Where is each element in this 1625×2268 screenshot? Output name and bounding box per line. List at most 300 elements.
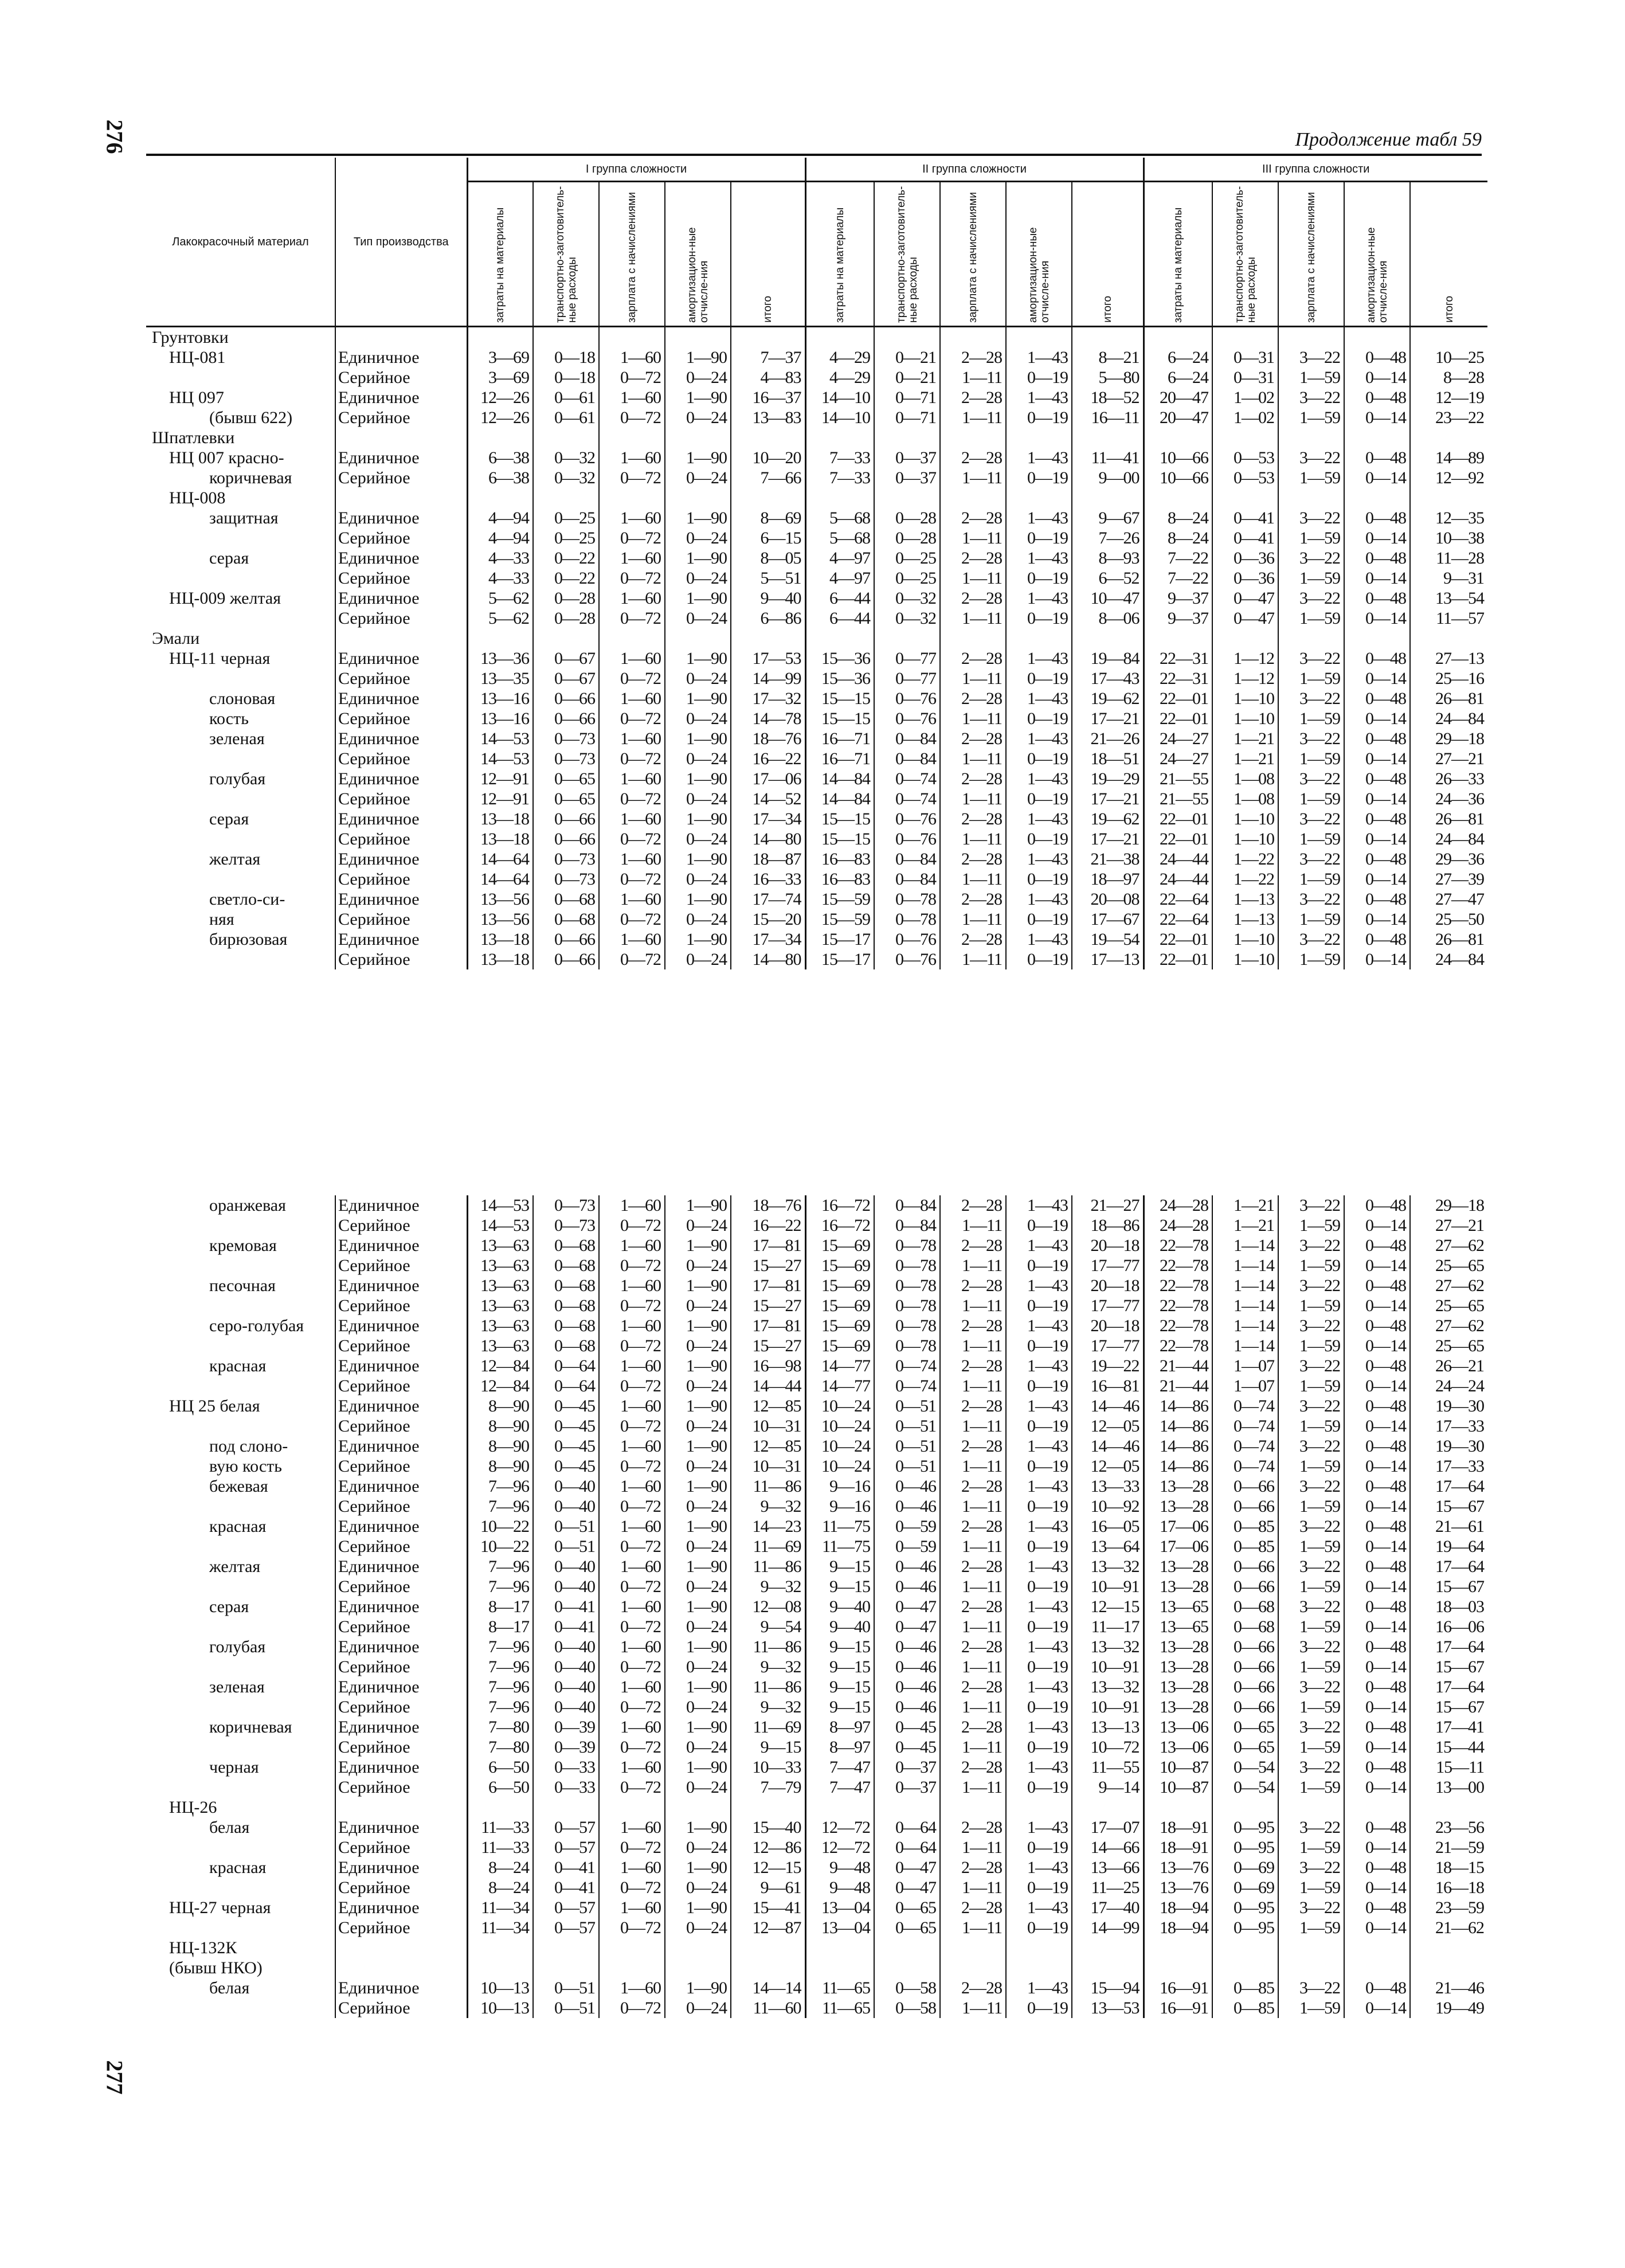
value-cell: 3—22 (1278, 1276, 1344, 1296)
value-cell: 1—59 (1278, 528, 1344, 548)
value-cell: 0—24 (665, 568, 731, 588)
value-cell: 1—90 (665, 1436, 731, 1456)
subheader-label: амортизацион-ные отчисле-ния (1365, 227, 1389, 323)
production-type-cell: Единичное (335, 1557, 467, 1577)
production-type-cell: Серийное (335, 949, 467, 969)
value-cell: 0—48 (1344, 1858, 1410, 1878)
value-cell: 1—59 (1278, 668, 1344, 689)
value-cell: 0—84 (874, 869, 940, 889)
value-cell (1410, 428, 1487, 448)
value-cell: 7—96 (467, 1496, 533, 1516)
value-cell: 1—59 (1278, 1998, 1344, 2018)
value-cell: 0—24 (665, 1617, 731, 1637)
value-cell: 1—14 (1212, 1276, 1278, 1296)
value-cell (731, 428, 805, 448)
value-cell (1212, 488, 1278, 508)
value-cell: 0—46 (874, 1697, 940, 1717)
production-type-cell (335, 1958, 467, 1978)
value-cell: 0—40 (533, 1637, 599, 1657)
value-cell: 11—25 (1072, 1878, 1144, 1898)
value-cell (467, 1938, 533, 1958)
value-cell: 1—11 (940, 1296, 1006, 1316)
table-row (146, 1617, 1487, 1637)
value-cell: 1—60 (599, 849, 665, 869)
value-cell: 1—60 (599, 889, 665, 909)
value-cell (1344, 1958, 1410, 1978)
value-cell: 9—48 (805, 1878, 874, 1898)
value-cell: 0—54 (1212, 1757, 1278, 1777)
subheader-g2-c1 (805, 182, 874, 327)
value-cell: 12—87 (731, 1918, 805, 1938)
value-cell: 10—72 (1072, 1737, 1144, 1757)
value-cell: 12—72 (805, 1837, 874, 1858)
value-cell: 0—14 (1344, 1837, 1410, 1858)
value-cell: 0—45 (533, 1396, 599, 1416)
table-row (146, 668, 1487, 689)
material-cell: зеленая (209, 729, 265, 748)
value-cell (1278, 1958, 1344, 1978)
value-cell: 5—51 (731, 568, 805, 588)
value-cell: 0—40 (533, 1496, 599, 1516)
material-cell: бежевая (209, 1477, 268, 1496)
table-row (146, 488, 1487, 508)
value-cell: 1—11 (940, 608, 1006, 628)
value-cell: 2—28 (940, 588, 1006, 608)
value-cell (1144, 1938, 1212, 1958)
value-cell: 10—47 (1072, 588, 1144, 608)
value-cell: 0—48 (1344, 648, 1410, 668)
value-cell: 9—15 (805, 1657, 874, 1677)
value-cell (599, 488, 665, 508)
value-cell: 1—90 (665, 1476, 731, 1496)
value-cell: 1—10 (1212, 929, 1278, 949)
production-type-cell: Серийное (335, 1777, 467, 1797)
value-cell (599, 1938, 665, 1958)
production-type-cell: Серийное (335, 1918, 467, 1938)
value-cell: 0—66 (533, 929, 599, 949)
table-row (146, 1276, 1487, 1296)
value-cell: 7—96 (467, 1657, 533, 1677)
value-cell: 0—48 (1344, 1516, 1410, 1536)
material-cell: НЦ-009 желтая (169, 589, 281, 608)
value-cell: 17—77 (1072, 1256, 1144, 1276)
value-cell: 13—28 (1144, 1496, 1212, 1516)
value-cell: 1—10 (1212, 949, 1278, 969)
value-cell: 3—69 (467, 367, 533, 388)
subheader-g3-c3 (1278, 182, 1344, 327)
value-cell: 0—45 (874, 1717, 940, 1737)
material-cell (146, 1496, 335, 1516)
value-cell: 26—33 (1410, 769, 1487, 789)
material-cell: (бывш 622) (209, 408, 293, 427)
value-cell: 0—14 (1344, 1256, 1410, 1276)
value-cell: 0—24 (665, 1878, 731, 1898)
value-cell (1278, 327, 1344, 348)
value-cell: 4—94 (467, 528, 533, 548)
subheader-g1-c4 (665, 182, 731, 327)
value-cell: 0—19 (1006, 367, 1072, 388)
value-cell: 1—60 (599, 1476, 665, 1496)
material-cell: коричневая (209, 1718, 292, 1737)
value-cell (1410, 327, 1487, 348)
value-cell (805, 428, 874, 448)
value-cell: 0—21 (874, 367, 940, 388)
value-cell: 4—33 (467, 568, 533, 588)
value-cell: 10—87 (1144, 1777, 1212, 1797)
production-type-cell: Единичное (335, 508, 467, 528)
value-cell: 0—19 (1006, 1376, 1072, 1396)
value-cell: 3—22 (1278, 508, 1344, 528)
material-cell (146, 1336, 335, 1356)
value-cell: 1—43 (1006, 1396, 1072, 1416)
value-cell: 0—74 (874, 789, 940, 809)
table-row (146, 1958, 1487, 1978)
value-cell: 10—31 (731, 1456, 805, 1476)
value-cell (533, 327, 599, 348)
value-cell: 12—08 (731, 1597, 805, 1617)
value-cell: 15—17 (805, 949, 874, 969)
value-cell (533, 428, 599, 448)
value-cell: 0—78 (874, 1296, 940, 1316)
material-cell: под слоно- (209, 1437, 288, 1456)
value-cell: 0—48 (1344, 588, 1410, 608)
value-cell: 0—66 (533, 809, 599, 829)
production-type-cell: Единичное (335, 769, 467, 789)
value-cell: 11—86 (731, 1637, 805, 1657)
production-type-cell: Единичное (335, 1316, 467, 1336)
value-cell: 3—22 (1278, 1356, 1344, 1376)
value-cell: 12—19 (1410, 388, 1487, 408)
value-cell (1278, 628, 1344, 648)
value-cell: 0—19 (1006, 1456, 1072, 1476)
value-cell: 13—83 (731, 408, 805, 428)
subheader-label: итого (1101, 296, 1114, 323)
value-cell: 0—37 (874, 468, 940, 488)
value-cell: 0—40 (533, 1476, 599, 1496)
value-cell: 2—28 (940, 508, 1006, 528)
table-row (146, 1536, 1487, 1557)
value-cell: 0—77 (874, 648, 940, 668)
value-cell: 13—18 (467, 949, 533, 969)
table-row (146, 1858, 1487, 1878)
value-cell: 0—14 (1344, 408, 1410, 428)
value-cell: 0—67 (533, 648, 599, 668)
value-cell: 13—18 (467, 829, 533, 849)
value-cell (805, 488, 874, 508)
value-cell: 9—32 (731, 1657, 805, 1677)
value-cell: 1—43 (1006, 1898, 1072, 1918)
table-row (146, 1396, 1487, 1416)
value-cell: 23—56 (1410, 1817, 1487, 1837)
value-cell: 2—28 (940, 729, 1006, 749)
value-cell: 0—48 (1344, 508, 1410, 528)
value-cell: 8—90 (467, 1456, 533, 1476)
value-cell: 8—93 (1072, 548, 1144, 568)
value-cell: 3—22 (1278, 1898, 1344, 1918)
value-cell: 9—32 (731, 1577, 805, 1597)
value-cell: 17—77 (1072, 1296, 1144, 1316)
value-cell: 0—53 (1212, 448, 1278, 468)
value-cell: 13—28 (1144, 1637, 1212, 1657)
material-cell: кремовая (209, 1236, 277, 1255)
value-cell: 22—31 (1144, 648, 1212, 668)
production-type-cell: Единичное (335, 729, 467, 749)
value-cell: 20—08 (1072, 889, 1144, 909)
value-cell: 14—53 (467, 1215, 533, 1235)
material-cell: Шпатлевки (152, 428, 235, 447)
value-cell: 1—43 (1006, 448, 1072, 468)
value-cell: 0—48 (1344, 448, 1410, 468)
value-cell: 1—90 (665, 347, 731, 367)
value-cell: 0—39 (533, 1737, 599, 1757)
value-cell: 15—40 (731, 1817, 805, 1837)
value-cell: 18—52 (1072, 388, 1144, 408)
value-cell (1006, 327, 1072, 348)
value-cell (533, 1958, 599, 1978)
value-cell: 2—28 (940, 448, 1006, 468)
value-cell (940, 428, 1006, 448)
value-cell (1072, 1938, 1144, 1958)
value-cell: 14—10 (805, 388, 874, 408)
value-cell: 0—57 (533, 1918, 599, 1938)
value-cell: 17—06 (1144, 1536, 1212, 1557)
table-row (146, 749, 1487, 769)
value-cell: 0—72 (599, 1657, 665, 1677)
table-row (146, 608, 1487, 628)
value-cell: 11—33 (467, 1817, 533, 1837)
value-cell: 0—48 (1344, 1757, 1410, 1777)
subheader-label: амортизацион-ные отчисле-ния (1027, 227, 1051, 323)
value-cell: 0—85 (1212, 1516, 1278, 1536)
value-cell: 6—24 (1144, 367, 1212, 388)
production-type-cell: Серийное (335, 1256, 467, 1276)
value-cell: 16—33 (731, 869, 805, 889)
material-cell: НЦ 007 красно- (169, 448, 284, 467)
value-cell: 0—19 (1006, 608, 1072, 628)
cost-table-upper (146, 158, 1487, 969)
value-cell: 3—22 (1278, 1858, 1344, 1878)
value-cell: 1—90 (665, 929, 731, 949)
production-type-cell: Единичное (335, 1476, 467, 1496)
value-cell: 12—91 (467, 789, 533, 809)
value-cell (599, 1958, 665, 1978)
value-cell: 14—53 (467, 749, 533, 769)
value-cell: 11—34 (467, 1898, 533, 1918)
value-cell: 14—53 (467, 1195, 533, 1215)
production-type-cell: Единичное (335, 1858, 467, 1878)
value-cell: 16—05 (1072, 1516, 1144, 1536)
value-cell: 10—66 (1144, 448, 1212, 468)
table-row (146, 628, 1487, 648)
value-cell: 0—14 (1344, 789, 1410, 809)
production-type-cell: Серийное (335, 1878, 467, 1898)
value-cell: 7—47 (805, 1757, 874, 1777)
value-cell: 7—80 (467, 1737, 533, 1757)
value-cell: 1—11 (940, 1376, 1006, 1396)
value-cell: 0—51 (533, 1978, 599, 1998)
value-cell: 21—61 (1410, 1516, 1487, 1536)
value-cell: 11—75 (805, 1536, 874, 1557)
value-cell: 1—14 (1212, 1336, 1278, 1356)
value-cell: 18—51 (1072, 749, 1144, 769)
value-cell: 0—72 (599, 367, 665, 388)
value-cell: 0—64 (874, 1837, 940, 1858)
material-cell: оранжевая (209, 1196, 286, 1215)
value-cell: 0—57 (533, 1817, 599, 1837)
value-cell: 1—11 (940, 468, 1006, 488)
value-cell: 1—11 (940, 1456, 1006, 1476)
value-cell (1144, 628, 1212, 648)
value-cell: 0—48 (1344, 1436, 1410, 1456)
value-cell: 0—40 (533, 1697, 599, 1717)
production-type-cell: Единичное (335, 648, 467, 668)
value-cell: 18—91 (1144, 1817, 1212, 1837)
subheader-g3-c4 (1344, 182, 1410, 327)
value-cell: 15—69 (805, 1276, 874, 1296)
value-cell: 0—58 (874, 1978, 940, 1998)
subheader-label: транспортно-заготовитель-ные расходы (1233, 186, 1258, 323)
value-cell (533, 628, 599, 648)
value-cell (874, 1938, 940, 1958)
value-cell: 10—92 (1072, 1496, 1144, 1516)
value-cell: 2—28 (940, 1858, 1006, 1878)
value-cell: 1—43 (1006, 1476, 1072, 1496)
value-cell: 7—96 (467, 1677, 533, 1697)
value-cell: 1—43 (1006, 809, 1072, 829)
value-cell: 20—18 (1072, 1235, 1144, 1256)
value-cell: 0—14 (1344, 1376, 1410, 1396)
value-cell: 11—69 (731, 1536, 805, 1557)
value-cell: 1—43 (1006, 729, 1072, 749)
value-cell: 0—68 (533, 889, 599, 909)
production-type-cell: Единичное (335, 1757, 467, 1777)
material-cell (146, 1617, 335, 1637)
value-cell: 0—19 (1006, 1657, 1072, 1677)
value-cell: 0—72 (599, 608, 665, 628)
material-cell (146, 789, 335, 809)
value-cell: 0—14 (1344, 1777, 1410, 1797)
value-cell: 18—87 (731, 849, 805, 869)
value-cell (731, 327, 805, 348)
value-cell: 0—14 (1344, 709, 1410, 729)
table-row (146, 1918, 1487, 1938)
value-cell: 10—66 (1144, 468, 1212, 488)
value-cell (1212, 428, 1278, 448)
value-cell: 0—73 (533, 1215, 599, 1235)
value-cell (940, 327, 1006, 348)
production-type-cell (335, 628, 467, 648)
value-cell: 0—51 (874, 1416, 940, 1436)
value-cell: 2—28 (940, 1195, 1006, 1215)
header-group-1: I группа сложности (467, 158, 805, 182)
value-cell: 0—48 (1344, 689, 1410, 709)
value-cell: 8—17 (467, 1597, 533, 1617)
value-cell: 21—26 (1072, 729, 1144, 749)
value-cell: 1—43 (1006, 929, 1072, 949)
value-cell: 1—11 (940, 1617, 1006, 1637)
table-row (146, 428, 1487, 448)
value-cell: 1—11 (940, 949, 1006, 969)
value-cell: 3—22 (1278, 347, 1344, 367)
value-cell: 1—43 (1006, 1235, 1072, 1256)
value-cell: 23—59 (1410, 1898, 1487, 1918)
value-cell: 18—76 (731, 729, 805, 749)
value-cell: 10—22 (467, 1516, 533, 1536)
value-cell: 1—08 (1212, 769, 1278, 789)
value-cell: 1—59 (1278, 1496, 1344, 1516)
material-cell: белая (209, 1978, 250, 1997)
value-cell: 0—24 (665, 1376, 731, 1396)
table-row (146, 729, 1487, 749)
value-cell: 0—24 (665, 1416, 731, 1436)
table-row (146, 1235, 1487, 1256)
value-cell: 0—65 (533, 789, 599, 809)
value-cell: 2—28 (940, 1235, 1006, 1256)
value-cell (1144, 1958, 1212, 1978)
table-row (146, 1356, 1487, 1376)
value-cell (805, 1958, 874, 1978)
value-cell: 0—66 (533, 949, 599, 969)
value-cell: 0—19 (1006, 1777, 1072, 1797)
value-cell: 0—72 (599, 668, 665, 689)
header-group-3: III группа сложности (1144, 158, 1487, 182)
value-cell: 17—21 (1072, 709, 1144, 729)
value-cell: 13—28 (1144, 1677, 1212, 1697)
value-cell: 13—04 (805, 1898, 874, 1918)
value-cell (731, 1958, 805, 1978)
value-cell: 1—60 (599, 1195, 665, 1215)
value-cell: 24—44 (1144, 849, 1212, 869)
value-cell: 1—90 (665, 1717, 731, 1737)
value-cell: 0—66 (1212, 1557, 1278, 1577)
value-cell: 0—65 (874, 1898, 940, 1918)
value-cell: 22—78 (1144, 1235, 1212, 1256)
value-cell: 0—24 (665, 408, 731, 428)
value-cell: 4—29 (805, 347, 874, 367)
value-cell: 0—71 (874, 388, 940, 408)
material-cell: серо-голубая (209, 1316, 304, 1335)
value-cell: 1—12 (1212, 668, 1278, 689)
value-cell: 0—76 (874, 829, 940, 849)
material-cell (146, 869, 335, 889)
value-cell: 24—36 (1410, 789, 1487, 809)
value-cell: 17—41 (1410, 1717, 1487, 1737)
table-row (146, 327, 1487, 348)
value-cell: 21—55 (1144, 789, 1212, 809)
value-cell: 0—69 (1212, 1878, 1278, 1898)
value-cell: 1—60 (599, 809, 665, 829)
material-cell: НЦ-081 (169, 348, 226, 367)
value-cell (940, 488, 1006, 508)
value-cell: 1—59 (1278, 1256, 1344, 1276)
value-cell: 0—14 (1344, 528, 1410, 548)
value-cell (533, 488, 599, 508)
value-cell: 22—64 (1144, 909, 1212, 929)
subheader-g1-c1 (467, 182, 533, 327)
value-cell: 1—60 (599, 1677, 665, 1697)
value-cell: 12—91 (467, 769, 533, 789)
value-cell: 1—59 (1278, 608, 1344, 628)
value-cell: 15—27 (731, 1296, 805, 1316)
value-cell: 17—64 (1410, 1476, 1487, 1496)
value-cell: 13—35 (467, 668, 533, 689)
value-cell: 19—62 (1072, 809, 1144, 829)
material-cell: красная (209, 1517, 267, 1536)
value-cell (665, 1797, 731, 1817)
value-cell: 1—90 (665, 1637, 731, 1657)
production-type-cell: Единичное (335, 1978, 467, 1998)
value-cell: 13—28 (1144, 1697, 1212, 1717)
